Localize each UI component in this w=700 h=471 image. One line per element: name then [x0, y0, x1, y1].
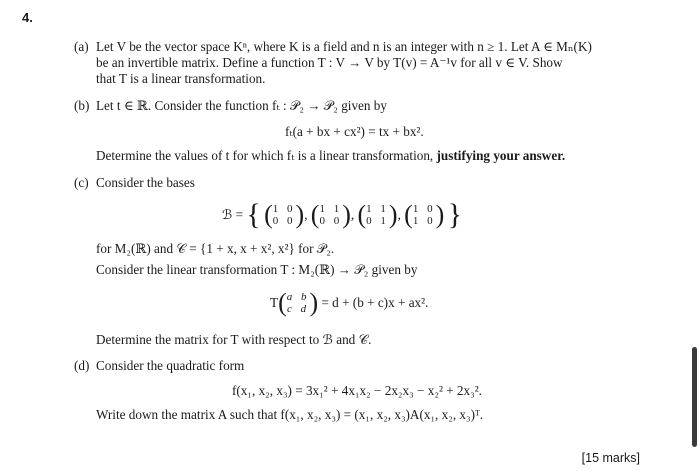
right-paren: ) [295, 199, 305, 229]
basis-matrix-3-row-1: 1 1 [366, 202, 389, 215]
part-c-label: (c) [74, 175, 89, 190]
part-d-formula: f(x₁, x₂, x₃) = 3x₁² + 4x₁x₂ − 2x₂x₃ − x₂² + 2x₃². [232, 383, 482, 398]
part-b-label: (b) [74, 98, 90, 113]
left-paren: ( [404, 199, 413, 229]
left-paren: ( [278, 287, 287, 317]
vertical-scrollbar[interactable] [692, 347, 697, 447]
comma: , [397, 206, 405, 222]
part-b-line-2-bold: justifying your answer. [436, 148, 566, 163]
basis-matrix-1-row-1: 1 0 [272, 202, 296, 215]
part-d-label: (d) [74, 358, 90, 373]
part-c-line-4: Determine the matrix for T with respect to ℬ and 𝒞. [96, 332, 372, 347]
right-paren: ) [309, 287, 319, 317]
basis-matrix-4 [413, 203, 436, 227]
comma: , [304, 206, 311, 222]
part-d-line-2: Write down the matrix A such that f(x₁, x₂, x₃) = (x₁, x₂, x₃)A(x₁, x₂, x₃)ᵀ. [96, 407, 484, 422]
part-a-line-3: that T is a linear transformation. [96, 71, 266, 86]
basis-matrix-4-row-2: 1 0 [412, 214, 436, 227]
part-c-line-1: Consider the bases [96, 175, 195, 190]
transform-lhs: T [270, 294, 279, 310]
part-a-line-2: be an invertible matrix. Define a function T : V → V by T(v) = A⁻¹v for all v ∈ V. Show [96, 55, 563, 70]
left-paren: ( [357, 199, 367, 229]
basis-matrix-2 [319, 203, 342, 227]
right-paren: ) [342, 199, 351, 229]
part-d-line-1: Consider the quadratic form [96, 358, 245, 373]
left-paren: ( [310, 199, 320, 229]
basis-b-name: ℬ = [222, 206, 244, 222]
left-paren: ( [264, 199, 273, 229]
marks-label: [15 marks] [581, 451, 640, 465]
comma: , [350, 206, 358, 222]
transform-matrix [287, 291, 310, 315]
part-c-line-2: for M₂(ℝ) and 𝒞 = {1 + x, x + x², x²} for 𝒫₂. [96, 241, 335, 256]
part-b-line-1: Let t ∈ ℝ. Consider the function fₜ : 𝒫₂ → 𝒫₂ given by [96, 98, 387, 113]
transform-matrix-row-2: c d [287, 302, 310, 315]
left-brace: { [246, 197, 261, 231]
part-b-line-2 [96, 147, 565, 164]
basis-matrix-3 [366, 203, 389, 227]
basis-matrix-1 [273, 203, 296, 227]
part-b-formula: fₜ(a + bx + cx²) = tx + bx². [285, 124, 424, 139]
right-brace: } [447, 197, 462, 231]
right-paren: ) [388, 199, 398, 229]
transform-rhs: = d + (b + c)x + ax². [321, 294, 429, 310]
basis-b-set [222, 192, 462, 236]
part-a-label: (a) [74, 39, 89, 54]
part-b-line-2-text: Determine the values of t for which fₜ is a linear transformation, [96, 148, 437, 163]
basis-matrix-2-row-1: 1 1 [319, 202, 343, 215]
basis-matrix-2-row-2: 0 0 [319, 214, 343, 227]
part-c-line-3: Consider the linear transformation T : M₂(ℝ) → 𝒫₂ given by [96, 262, 418, 277]
part-a-line-1: Let V be the vector space Kⁿ, where K is a field and n is an integer with n ≥ 1. Let A ∈ Mₙ(K) [96, 39, 592, 54]
basis-matrix-3-row-2: 0 1 [366, 214, 389, 227]
right-paren: ) [435, 199, 445, 229]
basis-matrix-1-row-2: 0 0 [272, 214, 296, 227]
transform-equation [270, 280, 428, 324]
basis-matrix-4-row-1: 1 0 [412, 202, 436, 215]
transform-matrix-row-1: a b [286, 290, 310, 303]
question-number: 4. [22, 10, 33, 25]
